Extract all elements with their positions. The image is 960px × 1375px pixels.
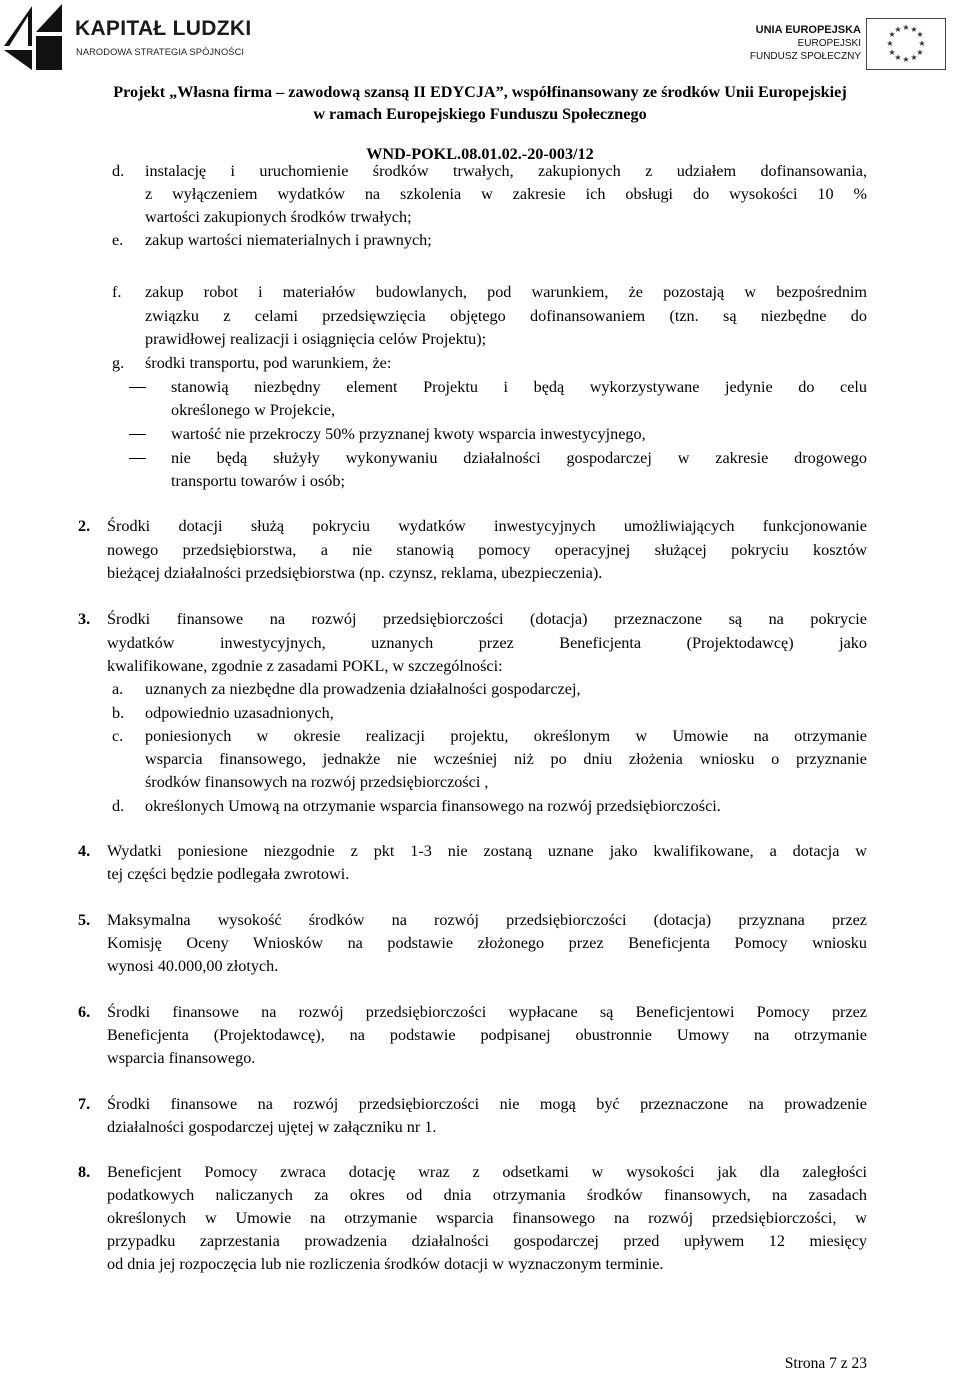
point-2-line-1: Środki dotacji służą pokryciu wydatków inwestycyjnych umożliwiających funkcjonowanie [107,517,867,535]
point-8-line-5: od dnia jej rozpoczęcia lub nie rozliczenia środków dotacji w wyznaczonym terminie. [107,1255,664,1273]
point-3-c-line-1: poniesionych w okresie realizacji projektu, określonym w Umowie na otrzymanie [145,727,867,745]
point-5-line-2: Komisję Oceny Wniosków na podstawie złożonego przez Beneficjenta Pomocy wniosku [107,934,867,952]
item-g-line-1: środki transportu, pod warunkiem, że: [145,354,392,372]
page-number: Strona 7 z 23 [784,1355,867,1372]
point-3-c-line-3: środków finansowych na rozwój przedsiębiorczości , [145,773,489,791]
point-8-line-2: podatkowych naliczanych za okres od dnia otrzymania środków finansowych, na zasadach [107,1186,867,1204]
point-3-d-marker: d. [112,797,125,815]
svg-text:★: ★ [902,23,910,32]
item-f-line-1: zakup robot i materiałów budowlanych, pod warunkiem, że pozostają w bezpośrednim [145,283,867,301]
item-d-marker: d. [112,162,125,180]
svg-text:★: ★ [886,39,894,48]
point-6-number: 6. [78,1003,91,1021]
svg-text:★: ★ [894,53,902,62]
point-7-line-2: działalności gospodarczej ujętej w załączniku nr 1. [107,1118,437,1136]
point-3-c-marker: c. [112,727,124,745]
point-8-number: 8. [78,1163,91,1181]
point-3-a-line-1: uznanych za niezbędne dla prowadzenia działalności gospodarczej, [145,680,581,698]
eu-logo-line3: FUNDUSZ SPOŁECZNY [749,51,861,62]
svg-text:★: ★ [910,53,918,62]
eu-logo-line2: EUROPEJSKI [797,38,861,49]
svg-text:★: ★ [910,25,918,34]
point-5-line-3: wynosi 40.000,00 złotych. [107,957,279,975]
point-8-line-1: Beneficjent Pomocy zwraca dotację wraz z odsetkami w wysokości jak dla zaległości [107,1163,867,1181]
item-g-dash-1-line-2: określonego w Projekcie, [171,401,336,419]
item-d-line-1: instalację i uruchomienie środków trwałych, zakupionych z udziałem dofinansowania, [145,162,867,180]
point-7-number: 7. [78,1095,91,1113]
point-4-number: 4. [78,842,91,860]
item-g-dash-2-line-1: wartość nie przekroczy 50% przyznanej kwoty wsparcia inwestycyjnego, [171,425,646,443]
item-f-marker: f. [112,283,122,301]
item-e-marker: e. [112,231,124,249]
svg-text:★: ★ [888,30,896,39]
item-d-line-2: z wyłączeniem wydatków na szkolenia w zakresie ich obsługi do wysokości 10 % [145,185,867,203]
point-3-line-1: Środki finansowe na rozwój przedsiębiorczości (dotacja) przeznaczone są na pokrycie [107,610,867,628]
point-3-a-marker: a. [112,680,124,698]
point-3-number: 3. [78,610,91,628]
point-6-line-1: Środki finansowe na rozwój przedsiębiorczości wypłacane są Beneficjentowi Pomocy przez [107,1003,867,1021]
point-3-line-3: kwalifikowane, zgodnie z zasadami POKL, w szczególności: [107,657,503,675]
kapital-ludzki-title: KAPITAŁ LUDZKI [75,17,252,40]
point-3-line-2: wydatków inwestycyjnych, uznanych przez Beneficjenta (Projektodawcę) jako [107,634,867,652]
point-3-c-line-2: wsparcia finansowego, jednakże nie wcześniej niż po dniu złożenia wniosku o przyznanie [145,750,867,768]
eu-flag-icon [866,18,946,70]
kapital-ludzki-subtitle: NARODOWA STRATEGIA SPÓJNOŚCI [76,47,245,57]
svg-text:★: ★ [888,48,896,57]
project-title: Projekt „Własna firma – zawodową szansą II EDYCJA”, współfinansowany ze środków Unii Europejskiej [113,83,847,101]
svg-text:★: ★ [916,48,924,57]
dash-bullet [129,434,146,435]
kapital-ludzki-logo [2,2,282,74]
point-7-line-1: Środki finansowe na rozwój przedsiębiorczości nie mogą być przeznaczone na prowadzenie [107,1095,867,1113]
dash-bullet [129,387,146,388]
point-8-line-3: określonych w Umowie na otrzymanie wsparcia finansowego na rozwój przedsiębiorczości, w [107,1209,867,1227]
point-2-number: 2. [78,517,91,535]
svg-text:★: ★ [902,55,910,64]
item-f-line-2: związku z celami przedsięwzięcia objętego dofinansowaniem (tzn. są niezbędne do [145,307,867,325]
point-2-line-3: bieżącej działalności przedsiębiorstwa (np. czynsz, reklama, ubezpieczenia). [107,564,603,582]
point-3-b-line-1: odpowiednio uzasadnionych, [145,704,334,722]
item-d-line-3: wartości zakupionych środków trwałych; [145,208,412,226]
point-8-line-4: przypadku zaprzestania prowadzenia działalności gospodarczej przed upływem 12 miesięcy [107,1232,867,1250]
point-5-number: 5. [78,911,91,929]
item-f-line-3: prawidłowej realizacji i osiągnięcia celów Projektu); [145,330,487,348]
item-g-marker: g. [112,354,125,372]
item-e-line-1: zakup wartości niematerialnych i prawnych; [145,231,432,249]
kapital-ludzki-icon [2,2,68,72]
point-3-b-marker: b. [112,704,125,722]
eu-logo-text [750,24,861,63]
point-6-line-2: Beneficjenta (Projektodawcę), na podstawie podpisanej obustronnie Umowy na otrzymanie [107,1026,867,1044]
eu-logo-line1: UNIA EUROPEJSKA [755,24,861,36]
point-2-line-2: nowego przedsiębiorstwa, a nie stanowią pomocy operacyjnej służącej pokryciu kosztów [107,541,867,559]
point-6-line-3: wsparcia finansowego. [107,1049,256,1067]
eu-logo [748,14,953,72]
point-3-d-line-1: określonych Umową na otrzymanie wsparcia finansowego na rozwój przedsiębiorczości. [145,797,721,815]
item-g-dash-3-line-1: nie będą służyły wykonywaniu działalności gospodarczej w zakresie drogowego [171,449,867,467]
point-4-line-2: tej części będzie podlegała zwrotowi. [107,865,350,883]
svg-text:★: ★ [916,30,924,39]
dash-bullet [129,458,146,459]
project-code: WND-POKL.08.01.02.-20-003/12 [366,145,594,163]
item-g-dash-1-line-1: stanowią niezbędny element Projektu i będą wykorzystywane jedynie do celu [171,378,867,396]
svg-text:★: ★ [918,39,926,48]
point-4-line-1: Wydatki poniesione niezgodnie z pkt 1-3 nie zostaną uznane jako kwalifikowane, a dotacja w [107,842,867,860]
item-g-dash-3-line-2: transportu towarów i osób; [171,472,345,490]
point-5-line-1: Maksymalna wysokość środków na rozwój przedsiębiorczości (dotacja) przyznana przez [107,911,867,929]
svg-text:★: ★ [894,25,902,34]
project-subtitle: w ramach Europejskiego Funduszu Społecznego [313,105,647,123]
